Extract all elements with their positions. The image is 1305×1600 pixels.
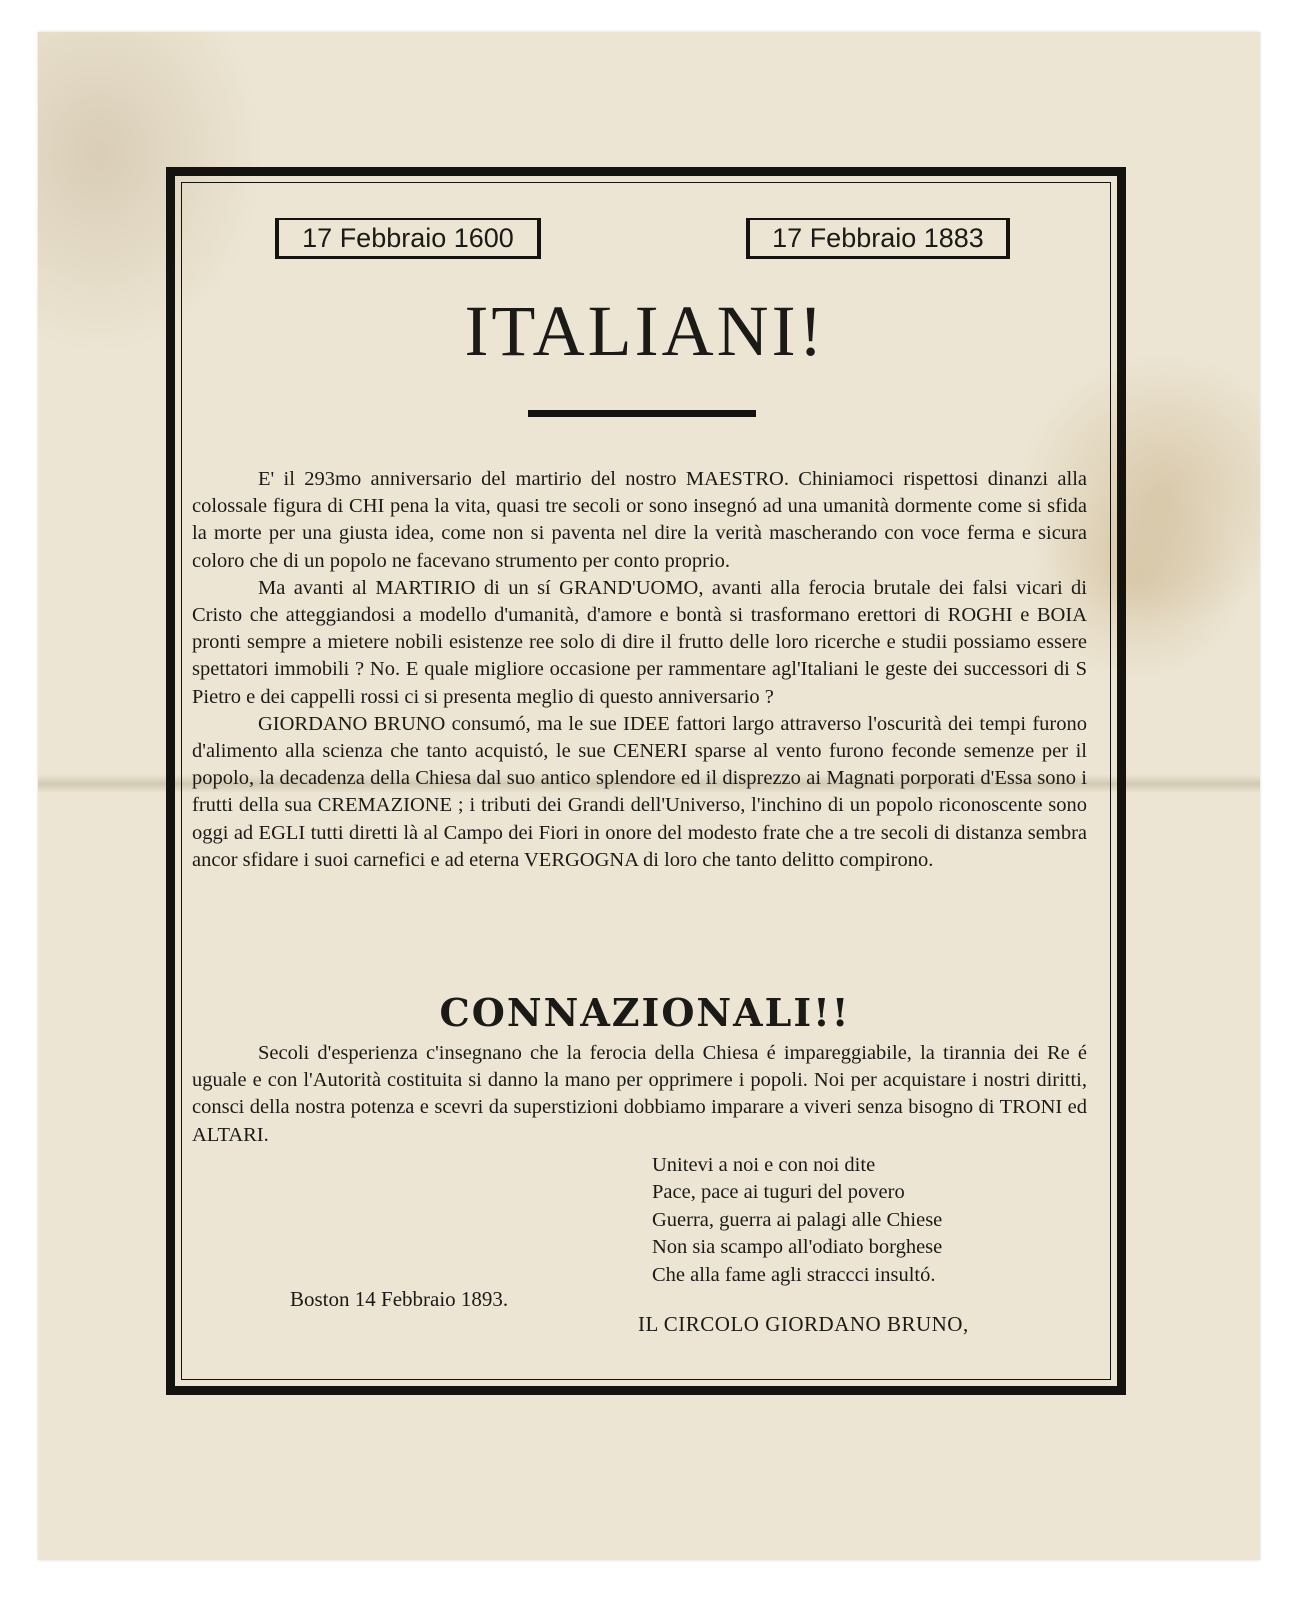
date-box-left: 17 Febbraio 1600 — [275, 218, 541, 259]
poem-line: Pace, pace ai tuguri del povero — [652, 1181, 905, 1204]
paragraph-3: GIORDANO BRUNO consumó, ma le sue IDEE fattori largo attraverso l'oscurità dei tempi furono d'alimento alla scienza che tanto acquistó, le sue CENERI sparse al vento furono feconde semenze per il popolo, la decadenza della Chiesa dal suo antico splendore ed il disprezzo ai Magnati porporati d'Essa sono i frutti della sua CREMAZIONE ; i tributi dei Grandi dell'Universo, l'inchino di un popolo riconoscente sono oggi ad EGLI tutti diretti là al Campo dei Fiori in onore del modesto frate che a tre secoli di distanza sembra ancor sfidare i suoi carnefici e ad eterna VERGOGNA di loro che tanto delitto compirono. — [192, 712, 1087, 871]
paragraph-1: E' il 293mo anniversario del martirio del nostro MAESTRO. Chiniamoci rispettosi dinanzi alla colossale figura di CHI pena la vita, quasi tre secoli or sono insegnó ad una umanità dormente come si sfida la morte per una giusta idea, come non si paventa nel dire la verità mascherando con voce ferma e sicura coloro che di un popolo ne facevano strumento per conto proprio. — [192, 468, 1087, 572]
poem-line: Non sia scampo all'odiato borghese — [652, 1236, 943, 1259]
main-text — [192, 466, 1087, 874]
paragraph-2: Ma avanti al MARTIRIO di un sí GRAND'UOMO, avanti alla ferocia brutale dei falsi vicari di Cristo che atteggiandosi a modello d'umanità, d'amore e bontà si trasformano erettori di ROGHI e BOIA pronti sempre a mietere nobili esistenze ree solo di dire il frutto delle loro ricerche e studii possiamo essere spettatori immobili ? No. E quale migliore occasione per rammentare agl'Italiani le geste dei successori di S Pietro e dei cappelli rossi ci si presenta meglio di questo anniversario ? — [192, 576, 1087, 708]
poster-title: ITALIANI! — [464, 291, 826, 371]
title-underline-rule — [528, 410, 756, 417]
poster-subtitle: CONNAZIONALI!! — [439, 990, 851, 1035]
poem-verse — [652, 1152, 1072, 1289]
closing-text — [192, 1040, 1087, 1149]
paragraph-final: Secoli d'esperienza c'insegnano che la ferocia della Chiesa é impareggiabile, la tirannia dei Re é uguale e con l'Autorità costituita si danno la mano per opprimere i popoli. Noi per acquistare i nostri diritti, consci della nostra potenza e scevri da superstizioni dobbiamo imparare a viveri senza bisogno di TRONI ed ALTARI. — [192, 1042, 1087, 1146]
poem-line: Unitevi a noi e con noi dite — [652, 1154, 876, 1176]
place-date: Boston 14 Febbraio 1893. — [290, 1287, 509, 1311]
poem-line: Che alla fame agli straccci insultó. — [652, 1263, 936, 1286]
signature: IL CIRCOLO GIORDANO BRUNO, — [638, 1312, 969, 1336]
poem-line: Guerra, guerra ai palagi alle Chiese — [652, 1208, 943, 1231]
date-box-right: 17 Febbraio 1883 — [746, 218, 1010, 259]
